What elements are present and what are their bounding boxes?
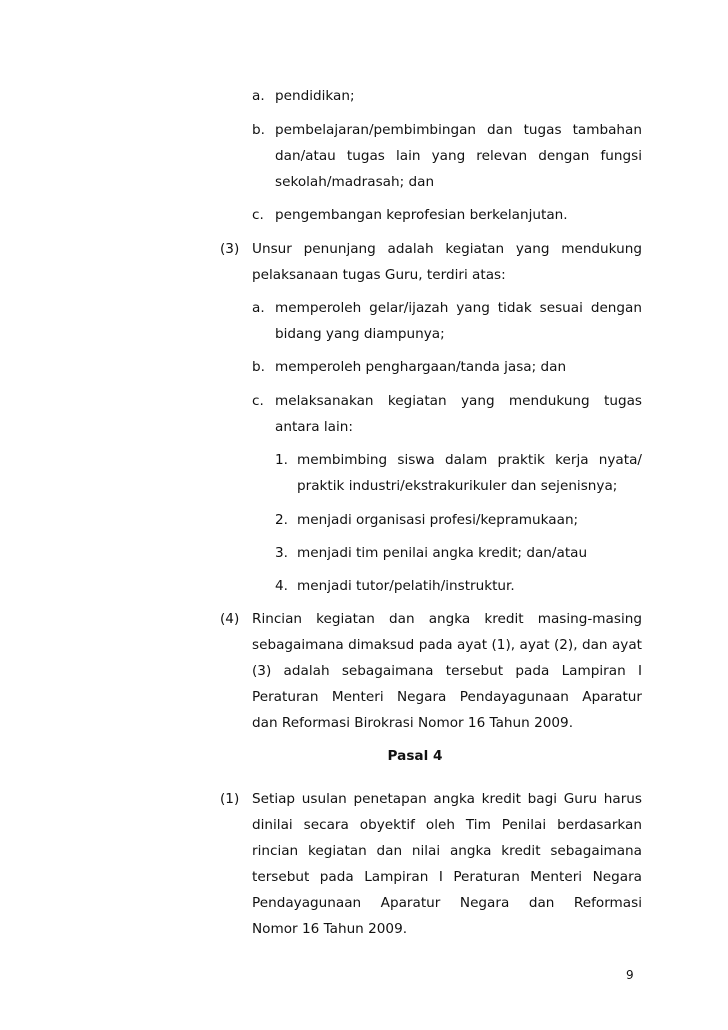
text-line: memperoleh gelar/ijazah yang tidak sesuai dengan [275,300,642,316]
text-line: memperoleh penghargaan/tanda jasa; dan [275,359,567,375]
text-line: menjadi tutor/pelatih/instruktur. [297,578,515,594]
text-line: antara lain: [275,419,353,435]
item-marker: 3. [275,545,288,561]
text-line: melaksanakan kegiatan yang mendukung tugas [275,393,642,409]
text-line: pembelajaran/pembimbingan dan tugas tambahan [275,122,642,138]
text-line: sekolah/madrasah; dan [275,174,435,190]
text-line: Setiap usulan penetapan angka kredit bagi Guru harus [252,791,642,807]
text-line: praktik industri/ekstrakurikuler dan sejenisnya; [297,478,618,494]
text-line: menjadi organisasi profesi/kepramukaan; [297,512,579,528]
section-heading-text: Pasal 4 [387,748,443,764]
text-line: menjadi tim penilai angka kredit; dan/atau [297,545,588,561]
text-line: pengembangan keprofesian berkelanjutan. [275,207,568,223]
text-line: Nomor 16 Tahun 2009. [252,921,408,937]
text-line: bidang yang diampunya; [275,326,445,342]
item-marker: c. [252,393,264,409]
text-line: Unsur penunjang adalah kegiatan yang mendukung [252,241,642,257]
text-line: tersebut pada Lampiran I Peraturan Menteri Negara [252,869,642,885]
item-marker: b. [252,359,265,375]
text-line: rincian kegiatan dan nilai angka kredit sebagaimana [252,843,642,859]
text-line: sebagaimana dimaksud pada ayat (1), ayat (2), dan ayat [252,637,642,653]
item-marker: 2. [275,512,288,528]
text-line: dan/atau tugas lain yang relevan dengan fungsi [275,148,642,164]
item-marker: a. [252,300,265,316]
text-line: dinilai secara obyektif oleh Tim Penilai berdasarkan [252,817,642,833]
section-heading [0,747,728,765]
paragraph-number: (1) [220,791,240,807]
text-line: Pendayagunaan Aparatur Negara dan Reformasi [252,895,642,911]
paragraph-number: (3) [220,241,240,257]
item-marker: c. [252,207,264,223]
item-marker: b. [252,122,265,138]
paragraph-number: (4) [220,611,240,627]
text-line: Rincian kegiatan dan angka kredit masing-masing [252,611,642,627]
text-line: dan Reformasi Birokrasi Nomor 16 Tahun 2009. [252,715,574,731]
item-marker: 1. [275,452,288,468]
text-line: pendidikan; [275,88,355,104]
text-line: Peraturan Menteri Negara Pendayagunaan Aparatur [252,689,642,705]
item-marker: a. [252,88,265,104]
page-number: 9 [626,968,634,982]
text-line: membimbing siswa dalam praktik kerja nyata/ [297,452,642,468]
text-line: pelaksanaan tugas Guru, terdiri atas: [252,267,506,283]
item-marker: 4. [275,578,288,594]
text-line: (3) adalah sebagaimana tersebut pada Lampiran I [252,663,642,679]
